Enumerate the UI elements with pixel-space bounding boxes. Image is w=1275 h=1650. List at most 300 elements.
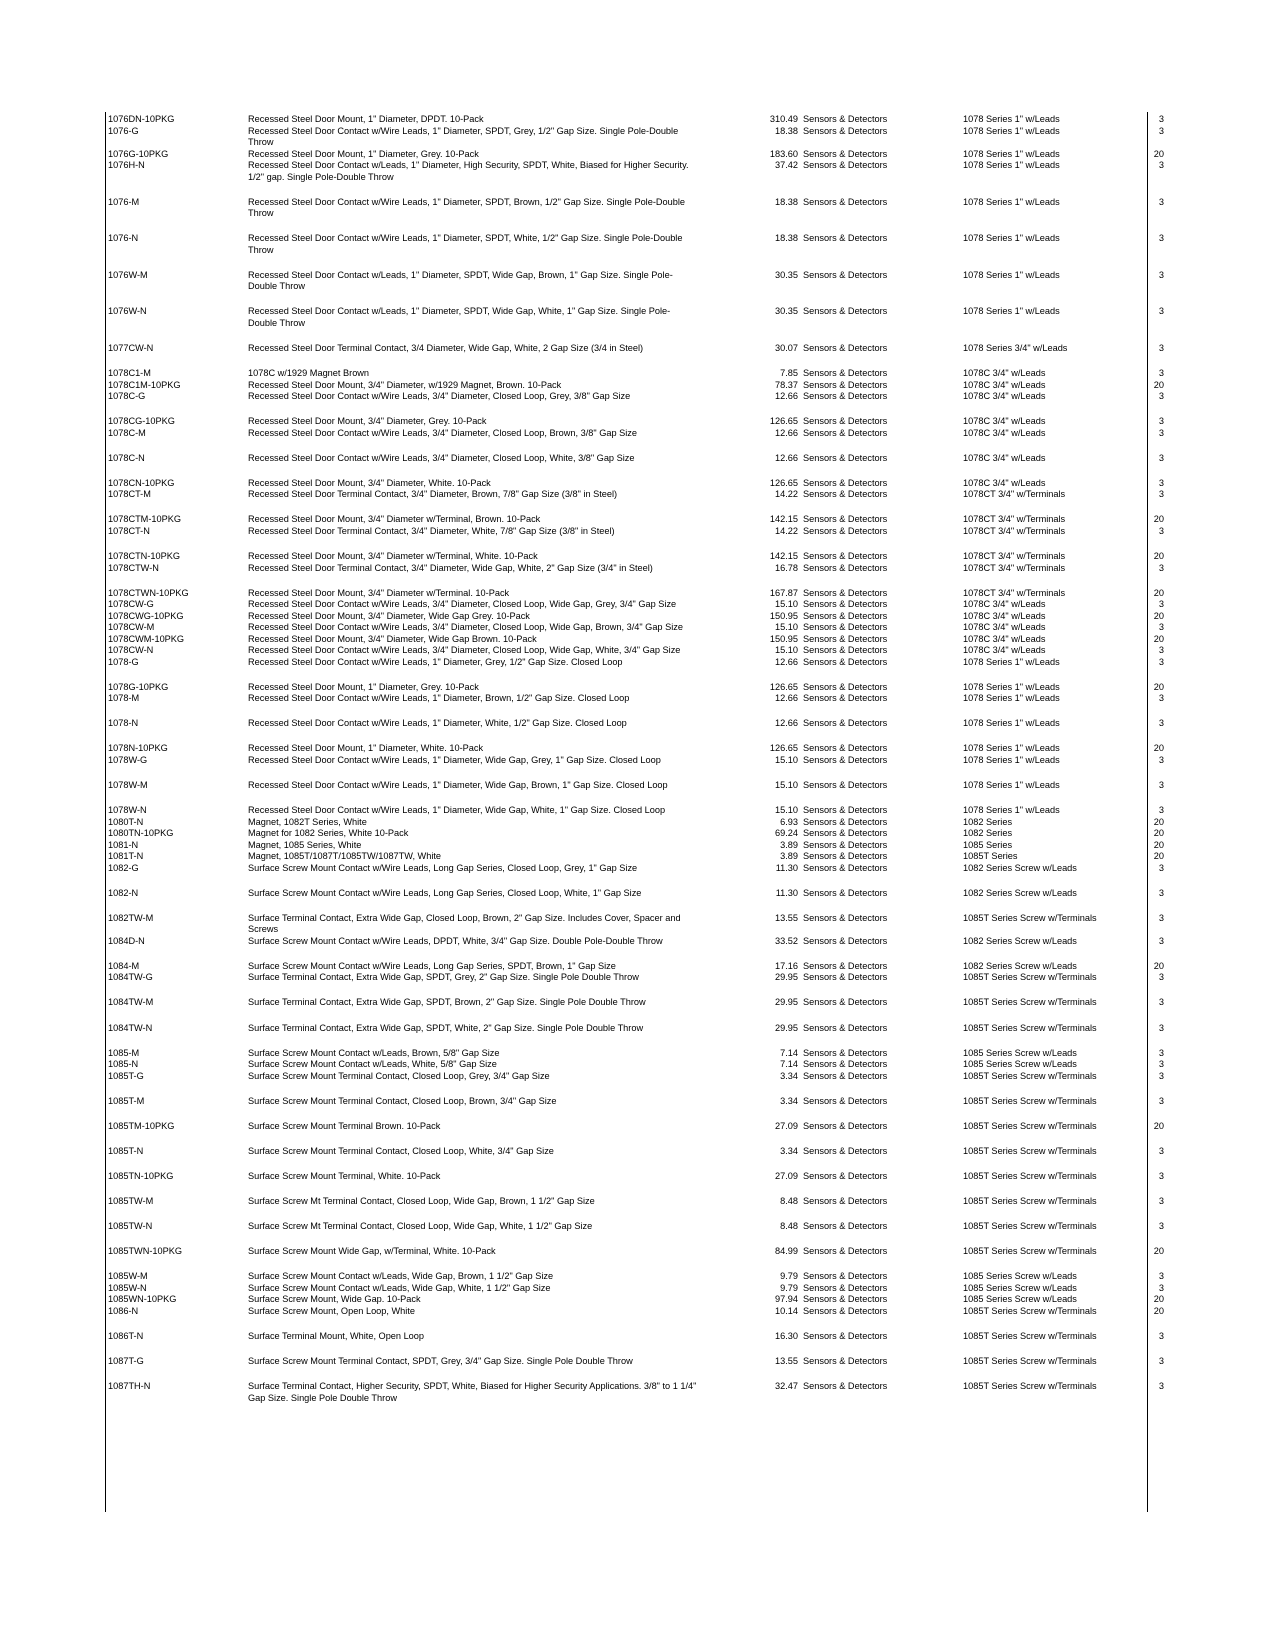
table-row bbox=[108, 368, 1164, 380]
category-cell: Sensors & Detectors bbox=[803, 718, 888, 729]
description-cell: Surface Terminal Contact, Extra Wide Gap, SPDT, White, 2" Gap Size. Single Pole Double Throw bbox=[248, 1022, 644, 1033]
table-row bbox=[108, 233, 1164, 256]
category-cell: Sensors & Detectors bbox=[803, 1271, 888, 1282]
description-cell: 1078C w/1929 Magnet Brown bbox=[248, 368, 370, 379]
description-cell: Recessed Steel Door Contact w/Wire Leads, 3/4" Diameter, Closed Loop, Wide Gap, Grey, 3/4" Gap Size bbox=[248, 599, 677, 610]
table-row bbox=[108, 816, 1164, 829]
description-cell: Surface Terminal Contact, Extra Wide Gap, SPDT, Brown, 2" Gap Size. Single Pole Double Throw bbox=[248, 997, 646, 1008]
quantity-cell: 3 bbox=[1158, 887, 1164, 898]
category-cell: Sensors & Detectors bbox=[803, 622, 888, 633]
series-cell: 1078 Series 1" w/Leads bbox=[963, 743, 1060, 754]
category-cell: Sensors & Detectors bbox=[803, 196, 888, 207]
table-row bbox=[108, 1145, 1164, 1158]
part-number-cell: 1078-M bbox=[108, 693, 140, 704]
price-cell: 30.07 bbox=[775, 342, 798, 353]
category-cell: Sensors & Detectors bbox=[803, 887, 888, 898]
table-row bbox=[108, 1095, 1164, 1108]
part-number-cell: 1076H-N bbox=[108, 160, 145, 170]
table-row bbox=[108, 269, 1164, 293]
part-number-cell: 1082TW-M bbox=[108, 912, 154, 923]
part-number-cell: 1078W-N bbox=[108, 805, 147, 816]
part-number-cell: 1076DN-10PKG bbox=[108, 114, 175, 124]
series-cell: 1078 Series 1" w/Leads bbox=[963, 125, 1060, 136]
part-number-cell: 1078G-10PKG bbox=[108, 681, 169, 692]
price-cell: 13.55 bbox=[775, 1356, 798, 1367]
series-cell: 1078C 3/4" w/Leads bbox=[963, 391, 1046, 402]
series-cell: 1085 Series Screw w/Leads bbox=[963, 1059, 1077, 1070]
price-cell: 3.34 bbox=[780, 1145, 798, 1156]
part-number-cell: 1078CTWN-10PKG bbox=[108, 587, 189, 598]
quantity-cell: 3 bbox=[1158, 125, 1164, 136]
quantity-cell: 3 bbox=[1158, 656, 1164, 667]
price-cell: 183.60 bbox=[769, 148, 798, 159]
series-cell: 1078CT 3/4" w/Terminals bbox=[963, 525, 1066, 536]
description-cell: Surface Screw Mount Terminal Contact, Closed Loop, Grey, 3/4" Gap Size bbox=[248, 1070, 550, 1081]
table-row bbox=[108, 1171, 1164, 1183]
quantity-cell: 3 bbox=[1158, 693, 1164, 704]
price-cell: 18.38 bbox=[775, 125, 798, 136]
series-cell: 1085T Series Screw w/Terminals bbox=[963, 1070, 1097, 1081]
part-number-cell: 1076-G bbox=[108, 125, 139, 136]
part-number-cell: 1086T-N bbox=[108, 1331, 144, 1341]
quantity-cell: 3 bbox=[1158, 525, 1164, 536]
part-number-cell: 1078CWG-10PKG bbox=[108, 610, 184, 621]
category-cell: Sensors & Detectors bbox=[803, 1022, 888, 1033]
quantity-cell: 3 bbox=[1158, 489, 1164, 500]
description-cell: Recessed Steel Door Contact w/Wire Leads, 1" Diameter, SPDT, White, 1/2" Gap Size. Single Pole-Double Throw bbox=[248, 233, 683, 255]
description-cell: Recessed Steel Door Mount, 1" Diameter, Grey. 10-Pack bbox=[248, 148, 479, 159]
price-cell: 18.38 bbox=[775, 233, 798, 244]
series-cell: 1085T Series Screw w/Terminals bbox=[963, 1120, 1097, 1131]
quantity-cell: 3 bbox=[1158, 1356, 1164, 1367]
table-row bbox=[108, 1221, 1164, 1233]
series-cell: 1078CT 3/4" w/Terminals bbox=[963, 587, 1066, 598]
quantity-cell: 20 bbox=[1153, 633, 1164, 644]
series-cell: 1078 Series 1" w/Leads bbox=[963, 114, 1060, 124]
description-cell: Recessed Steel Door Terminal Contact, 3/4" Diameter, Wide Gap, White, 2" Gap Size (3/4" in Steel) bbox=[248, 562, 653, 573]
description-cell: Magnet, 1085T/1087T/1085TW/1087TW, White bbox=[248, 851, 442, 862]
description-cell: Recessed Steel Door Contact w/Wire Leads, 1" Diameter, Grey, 1/2" Gap Size. Closed Loop bbox=[248, 656, 623, 667]
part-number-cell: 1085T-G bbox=[108, 1070, 144, 1081]
quantity-cell: 20 bbox=[1153, 1294, 1164, 1305]
table-row bbox=[108, 391, 1164, 403]
series-cell: 1085 Series Screw w/Leads bbox=[963, 1047, 1077, 1058]
part-number-cell: 1078W-M bbox=[108, 780, 148, 790]
price-cell: 84.99 bbox=[775, 1246, 798, 1257]
price-cell: 33.52 bbox=[775, 935, 798, 946]
table-row bbox=[108, 935, 1164, 948]
price-cell: 14.22 bbox=[775, 525, 798, 536]
table-row bbox=[108, 1356, 1164, 1368]
quantity-cell: 20 bbox=[1153, 148, 1164, 159]
table-row bbox=[108, 587, 1164, 600]
series-cell: 1085T Series Screw w/Terminals bbox=[963, 972, 1097, 983]
price-cell: 7.85 bbox=[780, 368, 798, 379]
price-cell: 3.34 bbox=[780, 1070, 798, 1081]
category-cell: Sensors & Detectors bbox=[803, 114, 888, 124]
series-cell: 1082 Series Screw w/Leads bbox=[963, 935, 1077, 946]
quantity-cell: 3 bbox=[1158, 1145, 1164, 1156]
quantity-cell: 3 bbox=[1158, 754, 1164, 765]
description-cell: Surface Screw Mount Wide Gap, w/Terminal, White. 10-Pack bbox=[248, 1246, 496, 1257]
price-cell: 3.89 bbox=[780, 851, 798, 862]
series-cell: 1078 Series 1" w/Leads bbox=[963, 269, 1060, 280]
part-number-cell: 1087TH-N bbox=[108, 1381, 151, 1392]
category-cell: Sensors & Detectors bbox=[803, 551, 888, 562]
description-cell: Surface Screw Mount Terminal Brown. 10-Pack bbox=[248, 1120, 441, 1131]
category-cell: Sensors & Detectors bbox=[803, 610, 888, 621]
price-list-table bbox=[108, 114, 1164, 1404]
category-cell: Sensors & Detectors bbox=[803, 125, 888, 136]
table-row bbox=[108, 1022, 1164, 1035]
series-cell: 1082 Series bbox=[963, 828, 1013, 839]
category-cell: Sensors & Detectors bbox=[803, 645, 888, 656]
price-cell: 11.30 bbox=[775, 887, 798, 898]
price-cell: 11.30 bbox=[775, 862, 798, 873]
series-cell: 1085T Series Screw w/Terminals bbox=[963, 1095, 1097, 1106]
series-cell: 1085T Series Screw w/Terminals bbox=[963, 1171, 1097, 1182]
description-cell: Surface Screw Mount Contact w/Leads, Brown, 5/8" Gap Size bbox=[248, 1047, 500, 1058]
series-cell: 1078 Series 1" w/Leads bbox=[963, 148, 1060, 159]
description-cell: Recessed Steel Door Mount, 1" Diameter, Grey. 10-Pack bbox=[248, 681, 479, 692]
category-cell: Sensors & Detectors bbox=[803, 935, 888, 946]
quantity-cell: 3 bbox=[1158, 622, 1164, 633]
category-cell: Sensors & Detectors bbox=[803, 1095, 888, 1106]
part-number-cell: 1084TW-G bbox=[108, 972, 153, 983]
table-row bbox=[108, 514, 1164, 526]
quantity-cell: 20 bbox=[1153, 828, 1164, 839]
quantity-cell: 3 bbox=[1158, 1196, 1164, 1207]
quantity-cell: 3 bbox=[1158, 1271, 1164, 1282]
description-cell: Recessed Steel Door Terminal Contact, 3/4 Diameter, Wide Gap, White, 2 Gap Size (3/4 in Steel) bbox=[248, 342, 644, 353]
quantity-cell: 20 bbox=[1153, 839, 1164, 850]
price-cell: 7.14 bbox=[780, 1047, 798, 1058]
part-number-cell: 1078CWM-10PKG bbox=[108, 633, 185, 644]
series-cell: 1078CT 3/4" w/Terminals bbox=[963, 551, 1066, 562]
quantity-cell: 3 bbox=[1158, 1171, 1164, 1182]
part-number-cell: 1078CW-N bbox=[108, 645, 154, 656]
series-cell: 1078C 3/4" w/Leads bbox=[963, 427, 1046, 438]
quantity-cell: 3 bbox=[1158, 562, 1164, 573]
table-row bbox=[108, 972, 1164, 984]
description-cell: Surface Screw Mount, Wide Gap. 10-Pack bbox=[248, 1294, 421, 1305]
series-cell: 1078C 3/4" w/Leads bbox=[963, 379, 1046, 390]
table-row bbox=[108, 1381, 1164, 1404]
quantity-cell: 20 bbox=[1153, 743, 1164, 754]
table-row bbox=[108, 1331, 1164, 1343]
category-cell: Sensors & Detectors bbox=[803, 839, 888, 850]
description-cell: Recessed Steel Door Contact w/Wire Leads, 1" Diameter, SPDT, Brown, 1/2" Gap Size. Single Pole-Double Throw bbox=[248, 196, 686, 219]
price-cell: 29.95 bbox=[775, 1022, 798, 1033]
quantity-cell: 3 bbox=[1158, 935, 1164, 946]
description-cell: Recessed Steel Door Mount, 3/4" Diameter w/Terminal, White. 10-Pack bbox=[248, 551, 538, 562]
description-cell: Recessed Steel Door Contact w/Wire Leads, 1" Diameter, Brown, 1/2" Gap Size. Closed Loop bbox=[248, 693, 630, 704]
quantity-cell: 20 bbox=[1153, 960, 1164, 971]
quantity-cell: 3 bbox=[1158, 1022, 1164, 1033]
table-row bbox=[108, 681, 1164, 694]
category-cell: Sensors & Detectors bbox=[803, 306, 888, 317]
price-cell: 15.10 bbox=[775, 805, 798, 816]
description-cell: Recessed Steel Door Mount, 3/4" Diameter, Wide Gap Grey. 10-Pack bbox=[248, 610, 530, 621]
part-number-cell: 1078C-G bbox=[108, 391, 146, 402]
category-cell: Sensors & Detectors bbox=[803, 1246, 888, 1257]
series-cell: 1078CT 3/4" w/Terminals bbox=[963, 514, 1066, 525]
category-cell: Sensors & Detectors bbox=[803, 828, 888, 839]
series-cell: 1085T Series Screw w/Terminals bbox=[963, 1221, 1097, 1232]
price-cell: 12.66 bbox=[775, 693, 798, 704]
category-cell: Sensors & Detectors bbox=[803, 148, 888, 159]
part-number-cell: 1080T-N bbox=[108, 816, 144, 827]
part-number-cell: 1085TN-10PKG bbox=[108, 1171, 174, 1182]
category-cell: Sensors & Detectors bbox=[803, 681, 888, 692]
series-cell: 1082 Series Screw w/Leads bbox=[963, 862, 1077, 873]
part-number-cell: 1078CW-G bbox=[108, 599, 154, 610]
description-cell: Surface Screw Mount Terminal Contact, Closed Loop, Brown, 3/4" Gap Size bbox=[248, 1095, 557, 1106]
price-cell: 15.10 bbox=[775, 622, 798, 633]
table-row bbox=[108, 342, 1164, 355]
series-cell: 1078C 3/4" w/Leads bbox=[963, 599, 1046, 610]
price-cell: 12.66 bbox=[775, 656, 798, 667]
description-cell: Magnet for 1082 Series, White 10-Pack bbox=[248, 828, 409, 839]
part-number-cell: 1085WN-10PKG bbox=[108, 1294, 177, 1305]
table-row bbox=[108, 1070, 1164, 1083]
table-row bbox=[108, 1120, 1164, 1133]
category-cell: Sensors & Detectors bbox=[803, 1059, 888, 1070]
part-number-cell: 1078C-N bbox=[108, 452, 145, 463]
part-number-cell: 1085T-N bbox=[108, 1145, 144, 1156]
quantity-cell: 3 bbox=[1158, 1047, 1164, 1058]
series-cell: 1085T Series Screw w/Terminals bbox=[963, 1196, 1097, 1207]
table-row bbox=[108, 379, 1164, 392]
description-cell: Surface Screw Mount Contact w/Leads, Wide Gap, White, 1 1/2" Gap Size bbox=[248, 1282, 551, 1293]
price-cell: 12.66 bbox=[775, 391, 798, 402]
quantity-cell: 20 bbox=[1153, 551, 1164, 562]
quantity-cell: 20 bbox=[1153, 610, 1164, 621]
series-cell: 1078 Series 1" w/Leads bbox=[963, 754, 1060, 765]
description-cell: Surface Screw Mount Contact w/Leads, Wide Gap, Brown, 1 1/2" Gap Size bbox=[248, 1271, 554, 1282]
price-cell: 3.34 bbox=[780, 1095, 798, 1106]
part-number-cell: 1078N-10PKG bbox=[108, 743, 168, 754]
table-row bbox=[108, 427, 1164, 440]
category-cell: Sensors & Detectors bbox=[803, 427, 888, 438]
quantity-cell: 20 bbox=[1153, 379, 1164, 390]
category-cell: Sensors & Detectors bbox=[803, 805, 888, 816]
quantity-cell: 20 bbox=[1153, 681, 1164, 692]
part-number-cell: 1078C1M-10PKG bbox=[108, 379, 181, 390]
series-cell: 1078 Series 1" w/Leads bbox=[963, 693, 1060, 704]
part-number-cell: 1085W-M bbox=[108, 1271, 148, 1282]
category-cell: Sensors & Detectors bbox=[803, 743, 888, 754]
quantity-cell: 3 bbox=[1158, 1070, 1164, 1081]
part-number-cell: 1085T-M bbox=[108, 1095, 145, 1106]
quantity-cell: 3 bbox=[1158, 1221, 1164, 1232]
quantity-cell: 20 bbox=[1153, 514, 1164, 525]
series-cell: 1078 Series 1" w/Leads bbox=[963, 681, 1060, 692]
category-cell: Sensors & Detectors bbox=[803, 342, 888, 353]
description-cell: Recessed Steel Door Contact w/Wire Leads, 3/4" Diameter, Closed Loop, Wide Gap, White, 3/4" Gap Size bbox=[248, 645, 681, 656]
description-cell: Surface Terminal Mount, White, Open Loop bbox=[248, 1331, 425, 1341]
series-cell: 1085T Series Screw w/Terminals bbox=[963, 1331, 1097, 1341]
category-cell: Sensors & Detectors bbox=[803, 391, 888, 402]
series-cell: 1085T Series Screw w/Terminals bbox=[963, 912, 1097, 923]
series-cell: 1082 Series Screw w/Leads bbox=[963, 887, 1077, 898]
price-cell: 126.65 bbox=[769, 416, 798, 427]
table-row bbox=[108, 718, 1164, 730]
quantity-cell: 3 bbox=[1158, 196, 1164, 207]
part-number-cell: 1080TN-10PKG bbox=[108, 828, 174, 839]
quantity-cell: 3 bbox=[1158, 114, 1164, 124]
table-row bbox=[108, 196, 1164, 220]
price-cell: 30.35 bbox=[775, 306, 798, 317]
table-row bbox=[108, 839, 1164, 852]
part-number-cell: 1085TM-10PKG bbox=[108, 1120, 175, 1131]
price-cell: 17.16 bbox=[775, 960, 798, 971]
series-cell: 1078C 3/4" w/Leads bbox=[963, 622, 1046, 633]
series-cell: 1085T Series Screw w/Terminals bbox=[963, 1356, 1097, 1367]
part-number-cell: 1081-N bbox=[108, 839, 139, 850]
part-number-cell: 1078CN-10PKG bbox=[108, 477, 175, 488]
price-cell: 37.42 bbox=[775, 160, 798, 170]
description-cell: Recessed Steel Door Contact w/Wire Leads, 1" Diameter, Wide Gap, Brown, 1" Gap Size. Closed Loop bbox=[248, 780, 668, 790]
part-number-cell: 1085TWN-10PKG bbox=[108, 1246, 183, 1257]
category-cell: Sensors & Detectors bbox=[803, 1294, 888, 1305]
category-cell: Sensors & Detectors bbox=[803, 1381, 888, 1392]
series-cell: 1078 Series 1" w/Leads bbox=[963, 780, 1060, 790]
price-cell: 69.24 bbox=[775, 828, 798, 839]
table-row bbox=[108, 887, 1164, 900]
table-row bbox=[108, 693, 1164, 705]
series-cell: 1082 Series bbox=[963, 816, 1013, 827]
part-number-cell: 1076G-10PKG bbox=[108, 148, 169, 159]
price-cell: 15.10 bbox=[775, 754, 798, 765]
part-number-cell: 1085TW-N bbox=[108, 1221, 153, 1232]
category-cell: Sensors & Detectors bbox=[803, 1047, 888, 1058]
table-row bbox=[108, 622, 1164, 634]
description-cell: Surface Screw Mount Contact w/Wire Leads, Long Gap Series, SPDT, Brown, 1" Gap Size bbox=[248, 960, 616, 971]
table-row bbox=[108, 1246, 1164, 1258]
price-cell: 27.09 bbox=[775, 1120, 798, 1131]
description-cell: Recessed Steel Door Contact w/Wire Leads, 3/4" Diameter, Closed Loop, Wide Gap, Brown, 3/4" Gap Size bbox=[248, 622, 683, 633]
quantity-cell: 3 bbox=[1158, 1331, 1164, 1341]
quantity-cell: 3 bbox=[1158, 645, 1164, 656]
quantity-cell: 3 bbox=[1158, 599, 1164, 610]
series-cell: 1085T Series Screw w/Terminals bbox=[963, 1145, 1097, 1156]
price-cell: 126.65 bbox=[769, 477, 798, 488]
part-number-cell: 1078-G bbox=[108, 656, 139, 667]
category-cell: Sensors & Detectors bbox=[803, 477, 888, 488]
quantity-cell: 3 bbox=[1158, 452, 1164, 463]
quantity-cell: 3 bbox=[1158, 862, 1164, 873]
price-cell: 6.93 bbox=[780, 816, 798, 827]
part-number-cell: 1085W-N bbox=[108, 1282, 147, 1293]
description-cell: Recessed Steel Door Terminal Contact, 3/4" Diameter, Brown, 7/8" Gap Size (3/8" in Steel) bbox=[248, 489, 618, 500]
quantity-cell: 20 bbox=[1153, 1305, 1164, 1316]
price-cell: 9.79 bbox=[780, 1271, 798, 1282]
description-cell: Surface Screw Mt Terminal Contact, Closed Loop, Wide Gap, Brown, 1 1/2" Gap Size bbox=[248, 1196, 595, 1207]
description-cell: Surface Screw Mount Contact w/Wire Leads, Long Gap Series, Closed Loop, White, 1" Gap Size bbox=[248, 887, 642, 898]
part-number-cell: 1078CT-M bbox=[108, 489, 151, 500]
description-cell: Surface Terminal Contact, Extra Wide Gap, SPDT, Grey, 2" Gap Size. Single Pole Double Throw bbox=[248, 972, 639, 983]
series-cell: 1085 Series bbox=[963, 839, 1013, 850]
part-number-cell: 1078W-G bbox=[108, 754, 148, 765]
price-list-sheet bbox=[105, 112, 1164, 1512]
table-row bbox=[108, 1282, 1164, 1295]
description-cell: Recessed Steel Door Contact w/Wire Leads, 1" Diameter, Wide Gap, Grey, 1" Gap Size. Closed Loop bbox=[248, 754, 661, 765]
quantity-cell: 3 bbox=[1158, 1095, 1164, 1106]
description-cell: Recessed Steel Door Mount, 3/4" Diameter, Grey. 10-Pack bbox=[248, 416, 487, 427]
price-cell: 15.10 bbox=[775, 599, 798, 610]
description-cell: Recessed Steel Door Terminal Contact, 3/4" Diameter, White, 7/8" Gap Size (3/8" in Steel) bbox=[248, 525, 615, 536]
quantity-cell: 20 bbox=[1153, 851, 1164, 862]
price-cell: 18.38 bbox=[775, 196, 798, 207]
price-cell: 29.95 bbox=[775, 972, 798, 983]
description-cell: Surface Screw Mt Terminal Contact, Closed Loop, Wide Gap, White, 1 1/2" Gap Size bbox=[248, 1221, 593, 1232]
price-cell: 310.49 bbox=[769, 114, 798, 124]
quantity-cell: 20 bbox=[1153, 587, 1164, 598]
table-row bbox=[108, 562, 1164, 575]
category-cell: Sensors & Detectors bbox=[803, 1331, 888, 1341]
category-cell: Sensors & Detectors bbox=[803, 562, 888, 573]
series-cell: 1078 Series 1" w/Leads bbox=[963, 656, 1060, 667]
part-number-cell: 1081T-N bbox=[108, 851, 144, 862]
table-row bbox=[108, 656, 1164, 669]
description-cell: Surface Screw Mount Contact w/Wire Leads, DPDT, White, 3/4" Gap Size. Double Pole-Double Throw bbox=[248, 935, 663, 946]
table-row bbox=[108, 1271, 1164, 1283]
price-cell: 150.95 bbox=[769, 610, 798, 621]
quantity-cell: 3 bbox=[1158, 912, 1164, 923]
table-row bbox=[108, 645, 1164, 657]
category-cell: Sensors & Detectors bbox=[803, 1145, 888, 1156]
table-row bbox=[108, 912, 1164, 936]
table-row bbox=[108, 160, 1164, 183]
category-cell: Sensors & Detectors bbox=[803, 972, 888, 983]
description-cell: Recessed Steel Door Contact w/Leads, 1" Diameter, SPDT, Wide Gap, White, 1" Gap Size. Single Pole-Double Throw bbox=[248, 306, 671, 328]
quantity-cell: 3 bbox=[1158, 368, 1164, 379]
price-cell: 150.95 bbox=[769, 633, 798, 644]
part-number-cell: 1078CTN-10PKG bbox=[108, 551, 181, 562]
series-cell: 1078 Series 1" w/Leads bbox=[963, 233, 1060, 244]
series-cell: 1078 Series 3/4" w/Leads bbox=[963, 342, 1068, 353]
part-number-cell: 1078-N bbox=[108, 718, 139, 729]
part-number-cell: 1084TW-M bbox=[108, 997, 154, 1008]
category-cell: Sensors & Detectors bbox=[803, 1120, 888, 1131]
description-cell: Recessed Steel Door Mount, 3/4" Diameter, w/1929 Magnet, Brown. 10-Pack bbox=[248, 379, 562, 390]
series-cell: 1078 Series 1" w/Leads bbox=[963, 718, 1060, 729]
part-number-cell: 1077CW-N bbox=[108, 342, 154, 353]
part-number-cell: 1076-M bbox=[108, 196, 140, 207]
description-cell: Surface Screw Mount Terminal, White. 10-Pack bbox=[248, 1171, 441, 1182]
price-cell: 15.10 bbox=[775, 645, 798, 656]
table-row bbox=[108, 477, 1164, 490]
part-number-cell: 1082-G bbox=[108, 862, 139, 873]
category-cell: Sensors & Detectors bbox=[803, 525, 888, 536]
description-cell: Surface Screw Mount Terminal Contact, Closed Loop, White, 3/4" Gap Size bbox=[248, 1145, 554, 1156]
series-cell: 1085T Series Screw w/Terminals bbox=[963, 997, 1097, 1008]
table-row bbox=[108, 1047, 1164, 1060]
price-cell: 16.78 bbox=[775, 562, 798, 573]
series-cell: 1078 Series 1" w/Leads bbox=[963, 306, 1060, 317]
category-cell: Sensors & Detectors bbox=[803, 816, 888, 827]
quantity-cell: 3 bbox=[1158, 805, 1164, 816]
category-cell: Sensors & Detectors bbox=[803, 656, 888, 667]
quantity-cell: 3 bbox=[1158, 780, 1164, 790]
price-cell: 126.65 bbox=[769, 681, 798, 692]
category-cell: Sensors & Detectors bbox=[803, 693, 888, 704]
description-cell: Recessed Steel Door Contact w/Wire Leads, 3/4" Diameter, Closed Loop, Brown, 3/8" Gap Size bbox=[248, 427, 638, 438]
price-cell: 12.66 bbox=[775, 452, 798, 463]
part-number-cell: 1078CW-M bbox=[108, 622, 155, 633]
table-row bbox=[108, 599, 1164, 611]
